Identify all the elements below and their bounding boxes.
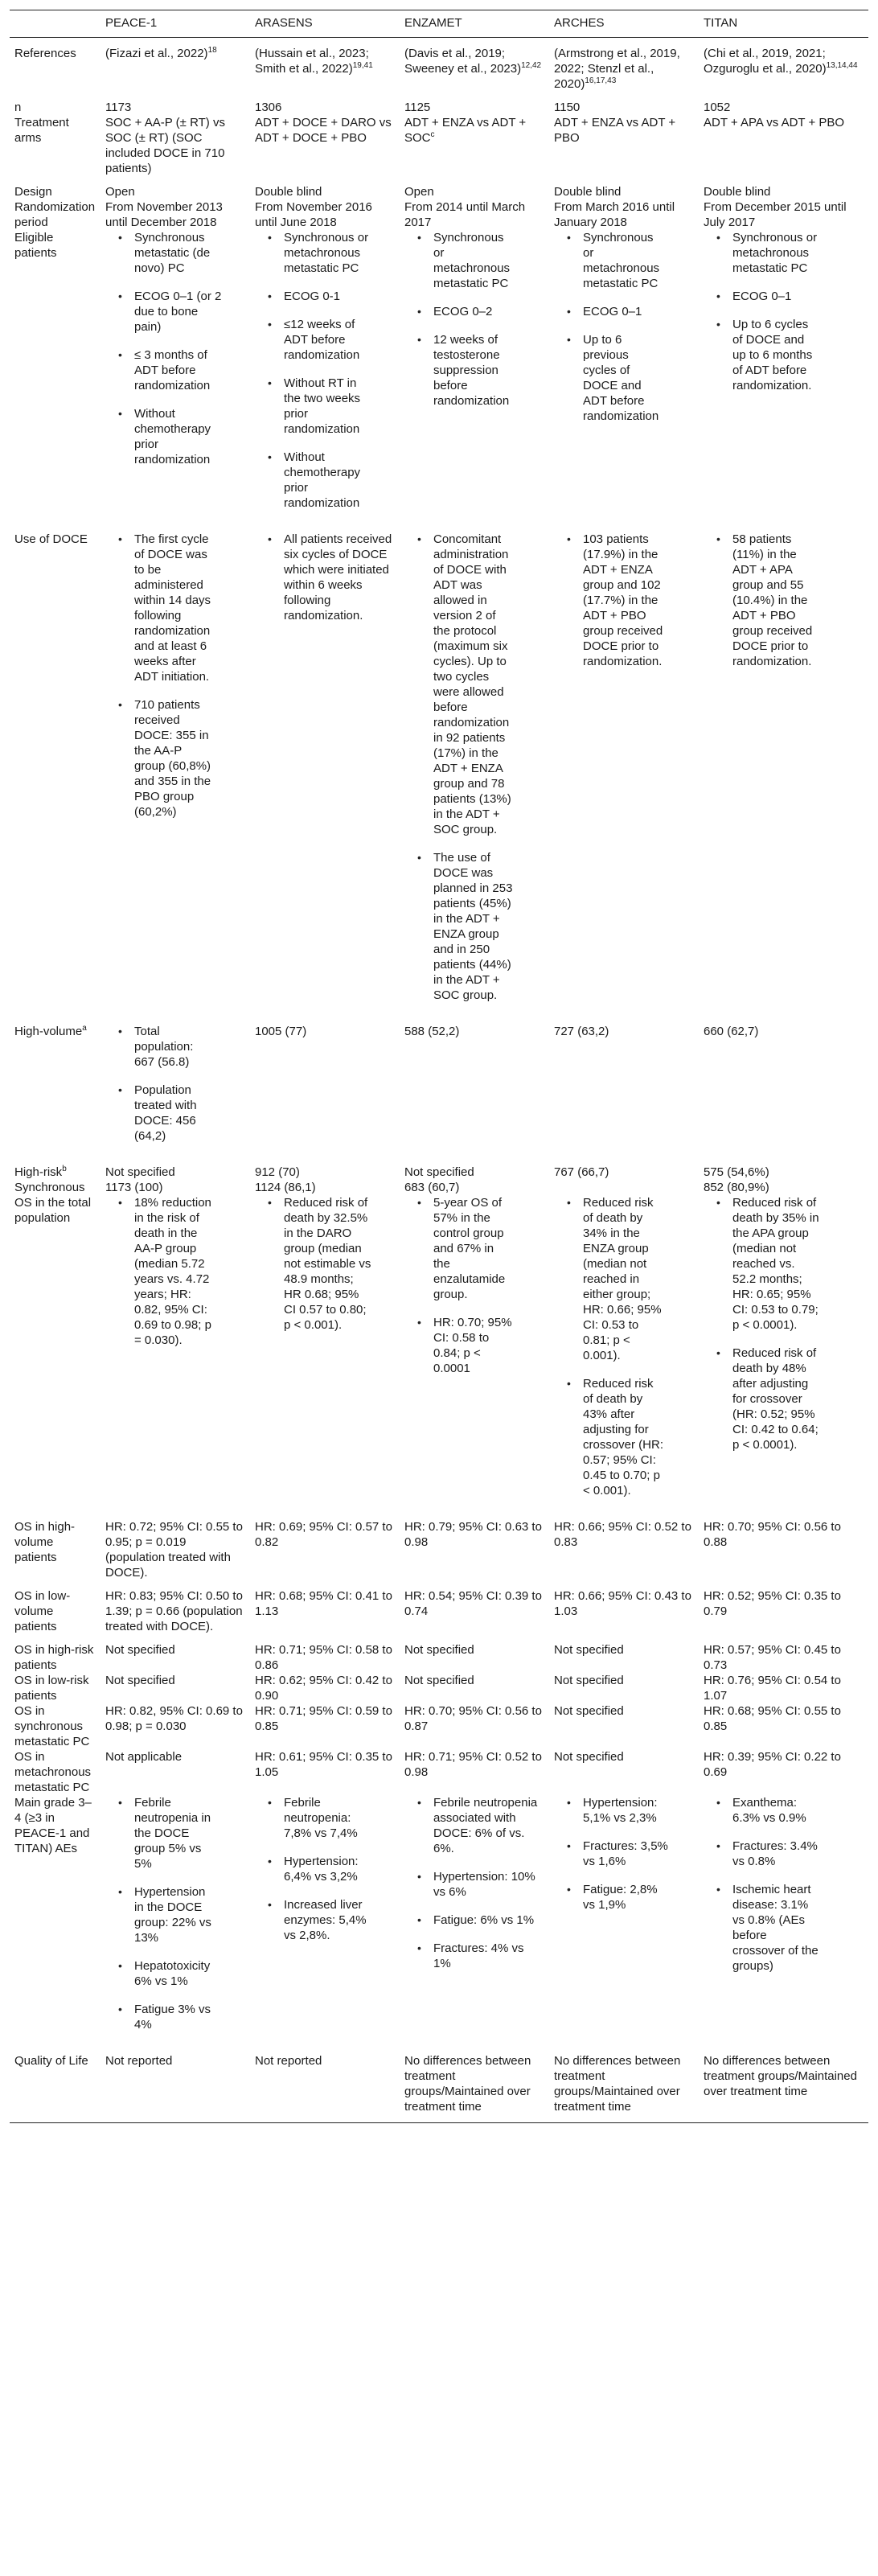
cell-arasens: (Hussain et al., 2023; Smith et al., 2022)$^{19,41}$ (255, 47, 373, 76)
row-os-total (10, 1195, 868, 1511)
cell-titan: HR: 0.70; 95% CI: 0.56 to 0.88 (704, 1520, 841, 1549)
list-item: • The first cycle of DOCE was to be administered within 14 days following randomization and at least 6 weeks after ADT initiation. (134, 532, 215, 684)
cell-peace1: From November 2013 until December 2018 (105, 200, 223, 229)
cell-titan (699, 524, 868, 1016)
list-item: • Hypertension in the DOCE group: 22% vs 13% (134, 1884, 215, 1945)
cell-arasens: HR: 0.68; 95% CI: 0.41 to 1.13 (255, 1589, 392, 1618)
row-label: References (14, 47, 76, 60)
cell-titan: Double blind (704, 185, 771, 199)
cell-peace1: SOC + AA-P (± RT) vs SOC (± RT) (SOC included DOCE in 710 patients) (105, 116, 225, 175)
row-design (10, 176, 868, 199)
cell-enzamet: (Davis et al., 2019; Sweeney et al., 2023)$^{12,42}$ (404, 47, 542, 76)
list-item: • Hepatotoxicity 6% vs 1% (134, 1958, 215, 1989)
cell-peace1: HR: 0.72; 95% CI: 0.55 to 0.95; p = 0.019 (population treated with DOCE). (105, 1520, 243, 1580)
cell-peace1: Not specified (105, 1643, 175, 1657)
row-eligible-patients (10, 230, 868, 524)
list-item: • ECOG 0–1 (or 2 due to bone pain) (134, 289, 223, 335)
list-item: • Increased liver enzymes: 5,4% vs 2,8%. (284, 1897, 372, 1943)
row-treatment-arms (10, 115, 868, 176)
list-item: • Without chemotherapy prior randomization (134, 406, 223, 467)
cell-arches: 727 (63,2) (554, 1025, 609, 1038)
cell-arasens: 1306 (255, 101, 282, 114)
cell-arches: 1150 (554, 101, 581, 114)
list-item: • Reduced risk of death by 34% in the ENZA group (median not reached in either group; HR: 0.66; 95% CI: 0.53 to 0.81; p < 0.001). (583, 1195, 663, 1363)
row-adverse-events (10, 1795, 868, 2045)
cell-peace1: Not reported (101, 2045, 250, 2123)
cell-enzamet (400, 524, 549, 1016)
cell-enzamet (400, 1195, 549, 1511)
cell-peace1: HR: 0.83; 95% CI: 0.50 to 1.39; p = 0.66 (population treated with DOCE). (105, 1589, 243, 1633)
list-item: • Reduced risk of death by 43% after adjusting for crossover (HR: 0.57; 95% CI: 0.45 to 0.70; p < 0.001). (583, 1376, 663, 1498)
row-os-high-volume (10, 1511, 868, 1580)
row-os-metachronous (10, 1749, 868, 1795)
cell-arasens: HR: 0.71; 95% CI: 0.58 to 0.86 (255, 1643, 392, 1672)
list-item: • ≤ 3 months of ADT before randomization (134, 347, 223, 393)
cell-peace1: 1173 (100) (105, 1181, 163, 1194)
cell-peace1: Not specified (105, 1674, 175, 1687)
list-item: • Reduced risk of death by 32.5% in the DARO group (median not estimable vs 48.9 months; HR 0.68; 95% CI 0.57 to 0.80; p < 0.001). (284, 1195, 372, 1333)
cell-arasens: ADT + DOCE + DARO vs ADT + DOCE + PBO (255, 116, 392, 145)
list-item: • Hypertension: 5,1% vs 2,3% (583, 1795, 671, 1826)
list-item: • Febrile neutropenia: 7,8% vs 7,4% (284, 1795, 372, 1841)
row-quality-of-life (10, 2045, 868, 2123)
row-label: n (14, 101, 22, 114)
cell-arches: ADT + ENZA vs ADT + PBO (554, 116, 676, 145)
row-label: OS in synchronous metastatic PC (14, 1704, 90, 1748)
cell-enzamet: HR: 0.79; 95% CI: 0.63 to 0.98 (404, 1520, 542, 1549)
row-os-low-risk (10, 1673, 868, 1703)
cell-arasens: 1124 (86,1) (255, 1181, 316, 1194)
cell-arches (549, 524, 699, 1016)
list-item: • Synchronous or metachronous metastatic PC (732, 230, 821, 276)
row-synchronous (10, 1180, 868, 1195)
cell-titan (699, 1795, 868, 2045)
row-label: OS in low-volume patients (14, 1589, 71, 1633)
cell-enzamet: ADT + ENZA vs ADT + $SOC^c$ (404, 116, 527, 145)
cell-arches (549, 1195, 699, 1511)
list-item: • Fractures: 3,5% vs 1,6% (583, 1839, 671, 1869)
cell-enzamet: Not specified (404, 1165, 474, 1179)
list-item: • Without RT in the two weeks prior randomization (284, 376, 372, 437)
list-item: • Synchronous or metachronous metastatic PC (583, 230, 663, 291)
list-item: • 18% reduction in the risk of death in the AA-P group (median 5.72 years vs. 4.72 years; HR: 0.82, 95% CI: 0.69 to 0.98; p = 0.030). (134, 1195, 215, 1348)
cell-arches: Double blind (554, 185, 622, 199)
row-label: Synchronous (14, 1181, 85, 1194)
row-label: Randomization period (14, 200, 96, 229)
cell-titan: HR: 0.39; 95% CI: 0.22 to 0.69 (704, 1750, 841, 1779)
row-label: OS in the total population (14, 1196, 92, 1225)
list-item: • ≤12 weeks of ADT before randomization (284, 317, 372, 363)
cell-titan: HR: 0.68; 95% CI: 0.55 to 0.85 (704, 1704, 841, 1733)
list-item: • Hypertension: 10% vs 6% (433, 1869, 544, 1900)
list-item: • Exanthema: 6.3% vs 0.9% (732, 1795, 821, 1826)
cell-peace1 (101, 1016, 250, 1157)
cell-arches: HR: 0.66; 95% CI: 0.52 to 0.83 (554, 1520, 691, 1549)
cell-arasens (250, 1795, 400, 2045)
row-randomization-period (10, 199, 868, 230)
list-item: • ECOG 0-1 (284, 289, 372, 304)
row-label: OS in high-risk patients (14, 1643, 94, 1672)
list-item: • Up to 6 previous cycles of DOCE and ADT before randomization (583, 332, 663, 424)
header-peace1: PEACE-1 (101, 10, 250, 38)
list-item: • 58 patients (11%) in the ADT + APA group and 55 (10.4%) in the ADT + PBO group received DOCE prior to randomization. (732, 532, 821, 669)
cell-arasens: HR: 0.69; 95% CI: 0.57 to 0.82 (255, 1520, 392, 1549)
row-high-volume (10, 1016, 868, 1157)
list-item: • Hypertension: 6,4% vs 3,2% (284, 1854, 372, 1884)
cell-enzamet: HR: 0.70; 95% CI: 0.56 to 0.87 (404, 1704, 542, 1733)
list-item: • Without chemotherapy prior randomization (284, 450, 372, 511)
cell-titan: (Chi et al., 2019, 2021; Ozguroglu et al., 2020)$^{13,14,44}$ (704, 47, 858, 76)
row-label: High-volume$^a$ (14, 1024, 87, 1038)
cell-peace1: 1173 (105, 101, 132, 114)
cell-peace1: Not specified (105, 1165, 175, 1179)
cell-enzamet: From 2014 until March 2017 (404, 200, 526, 229)
list-item: • 710 patients received DOCE: 355 in the AA-P group (60,8%) and 355 in the PBO group (60,2%) (134, 697, 215, 820)
row-references (10, 38, 868, 92)
cell-arches: Not specified (554, 1674, 624, 1687)
list-item: • All patients received six cycles of DOCE which were initiated within 6 weeks following randomization. (284, 532, 395, 623)
list-item: • Ischemic heart disease: 3.1% vs 0.8% (AEs before crossover of the groups) (732, 1882, 821, 1974)
cell-titan: From December 2015 until July 2017 (704, 200, 847, 229)
cell-arches: Not specified (554, 1704, 624, 1718)
cell-enzamet: 588 (52,2) (404, 1025, 460, 1038)
list-item: • Synchronous or metachronous metastatic PC (433, 230, 514, 291)
cell-arches: Not specified (554, 1750, 624, 1764)
list-item: • Fatigue: 6% vs 1% (433, 1912, 544, 1928)
list-item: • Fractures: 4% vs 1% (433, 1941, 544, 1971)
cell-arches (549, 1795, 699, 2045)
cell-titan: HR: 0.76; 95% CI: 0.54 to 1.07 (704, 1674, 841, 1703)
list-item: • Concomitant administration of DOCE with ADT was allowed in version 2 of the protocol (maximum six cycles). Up to two cycles were allowed before randomization in 92 patients (17%) in the ADT + ENZA group and 78 patients (13%) in the ADT + SOC group. (433, 532, 514, 837)
cell-enzamet: Not specified (404, 1643, 474, 1657)
list-item: • Population treated with DOCE: 456 (64,2) (134, 1083, 215, 1144)
list-item: • Total population: 667 (56.8) (134, 1024, 215, 1070)
cell-peace1: HR: 0.82, 95% CI: 0.69 to 0.98; p = 0.030 (105, 1704, 243, 1733)
cell-arasens: Double blind (255, 185, 322, 199)
list-item: • ECOG 0–2 (433, 304, 514, 319)
row-label: Use of DOCE (14, 532, 88, 546)
list-item: • 103 patients (17.9%) in the ADT + ENZA group and 102 (17.7%) in the ADT + PBO group received DOCE prior to randomization. (583, 532, 663, 669)
cell-enzamet: No differences between treatment groups/Maintained over treatment time (400, 2045, 549, 2123)
list-item: • Fatigue 3% vs 4% (134, 2002, 215, 2032)
cell-arches: (Armstrong et al., 2019, 2022; Stenzl et al., 2020)$^{16,17,43}$ (554, 47, 680, 91)
cell-arasens: From November 2016 until June 2018 (255, 200, 372, 229)
cell-enzamet: HR: 0.71; 95% CI: 0.52 to 0.98 (404, 1750, 542, 1779)
row-label: Eligible patients (14, 231, 57, 260)
list-item: • 5-year OS of 57% in the control group and 67% in the enzalutamide group. (433, 1195, 514, 1302)
list-item: • Up to 6 cycles of DOCE and up to 6 months of ADT before randomization. (732, 317, 821, 393)
cell-titan (699, 1195, 868, 1511)
header-blank (10, 10, 101, 38)
cell-enzamet: Open (404, 185, 434, 199)
cell-arches: From March 2016 until January 2018 (554, 200, 675, 229)
header-arches: ARCHES (549, 10, 699, 38)
list-item: • ECOG 0–1 (583, 304, 663, 319)
cell-titan: 660 (62,7) (704, 1025, 759, 1038)
cell-titan: 1052 (704, 101, 731, 114)
cell-peace1 (101, 1795, 250, 2045)
header-row (10, 10, 868, 38)
row-use-of-doce (10, 524, 868, 1016)
list-item: • Febrile neutropenia associated with DOCE: 6% of vs. 6%. (433, 1795, 544, 1856)
row-os-synchronous (10, 1703, 868, 1749)
cell-titan (699, 230, 868, 524)
list-item: • HR: 0.70; 95% CI: 0.58 to 0.84; p < 0.0001 (433, 1315, 514, 1376)
cell-enzamet (400, 230, 549, 524)
cell-enzamet (400, 1795, 549, 2045)
row-label: OS in low-risk patients (14, 1674, 89, 1703)
list-item: • Synchronous or metachronous metastatic PC (284, 230, 372, 276)
cell-titan: ADT + APA vs ADT + PBO (704, 116, 845, 129)
cell-arasens: HR: 0.61; 95% CI: 0.35 to 1.05 (255, 1750, 392, 1779)
cell-arasens: HR: 0.62; 95% CI: 0.42 to 0.90 (255, 1674, 392, 1703)
cell-titan: 575 (54,6%) (704, 1165, 769, 1179)
list-item: • Reduced risk of death by 35% in the APA group (median not reached vs. 52.2 months; HR: 0.65; 95% CI: 0.53 to 0.79; p < 0.0001). (732, 1195, 821, 1333)
list-item: • Fractures: 3.4% vs 0.8% (732, 1839, 821, 1869)
header-arasens: ARASENS (250, 10, 400, 38)
row-high-risk (10, 1157, 868, 1180)
list-item: • The use of DOCE was planned in 253 patients (45%) in the ADT + ENZA group and in 250 patients (44%) in the ADT + SOC group. (433, 850, 514, 1003)
row-label: Quality of Life (10, 2045, 101, 2123)
cell-arches (549, 1180, 699, 1195)
header-enzamet: ENZAMET (400, 10, 549, 38)
header-titan: TITAN (699, 10, 868, 38)
row-n (10, 92, 868, 115)
list-item: • Fatigue: 2,8% vs 1,9% (583, 1882, 671, 1912)
cell-titan: 852 (80,9%) (704, 1181, 769, 1194)
row-os-low-volume (10, 1580, 868, 1634)
cell-peace1: (Fizazi et al., 2022)$^{18}$ (105, 46, 217, 60)
cell-arasens: 1005 (77) (255, 1025, 307, 1038)
row-label: High-risk$^b$ (14, 1165, 67, 1179)
list-item: • ECOG 0–1 (732, 289, 821, 304)
cell-enzamet: HR: 0.54; 95% CI: 0.39 to 0.74 (404, 1589, 542, 1618)
cell-arasens (250, 1195, 400, 1511)
cell-peace1: Not applicable (105, 1750, 183, 1764)
cell-arasens: 912 (70) (255, 1165, 300, 1179)
row-label: OS in metachronous metastatic PC (14, 1750, 92, 1794)
list-item: • Reduced risk of death by 48% after adjusting for crossover (HR: 0.52; 95% CI: 0.42 to 0.64; p < 0.0001). (732, 1346, 821, 1452)
row-label: OS in high-volume patients (14, 1520, 76, 1564)
row-label: Treatment arms (14, 116, 69, 145)
cell-arasens (250, 524, 400, 1016)
list-item: • 12 weeks of testosterone suppression before randomization (433, 332, 514, 409)
cell-arasens: Not reported (250, 2045, 400, 2123)
row-label: Main grade 3–4 (≥3 in PEACE-1 and TITAN) AEs (14, 1796, 92, 1855)
row-os-high-risk (10, 1634, 868, 1673)
list-item: • Febrile neutropenia in the DOCE group 5% vs 5% (134, 1795, 215, 1871)
cell-peace1 (101, 230, 250, 524)
cell-arasens (250, 230, 400, 524)
cell-arches: 767 (66,7) (554, 1165, 609, 1179)
cell-arches: No differences between treatment groups/Maintained over treatment time (549, 2045, 699, 2123)
cell-peace1 (101, 524, 250, 1016)
cell-arches: HR: 0.66; 95% CI: 0.43 to 1.03 (554, 1589, 691, 1618)
cell-arasens: HR: 0.71; 95% CI: 0.59 to 0.85 (255, 1704, 392, 1733)
cell-enzamet: Not specified (404, 1674, 474, 1687)
cell-arches: Not specified (554, 1643, 624, 1657)
cell-titan: HR: 0.52; 95% CI: 0.35 to 0.79 (704, 1589, 841, 1618)
cell-enzamet: 683 (60,7) (404, 1181, 460, 1194)
cell-enzamet: 1125 (404, 101, 431, 114)
cell-titan: No differences between treatment groups/Maintained over treatment time (699, 2045, 868, 2123)
trials-comparison-table (10, 10, 868, 2123)
row-label: Design (14, 185, 52, 199)
cell-titan: HR: 0.57; 95% CI: 0.45 to 0.73 (704, 1643, 841, 1672)
cell-peace1 (101, 1195, 250, 1511)
cell-arches (549, 230, 699, 524)
cell-peace1: Open (105, 185, 135, 199)
list-item: • Synchronous metastatic (de novo) PC (134, 230, 223, 276)
